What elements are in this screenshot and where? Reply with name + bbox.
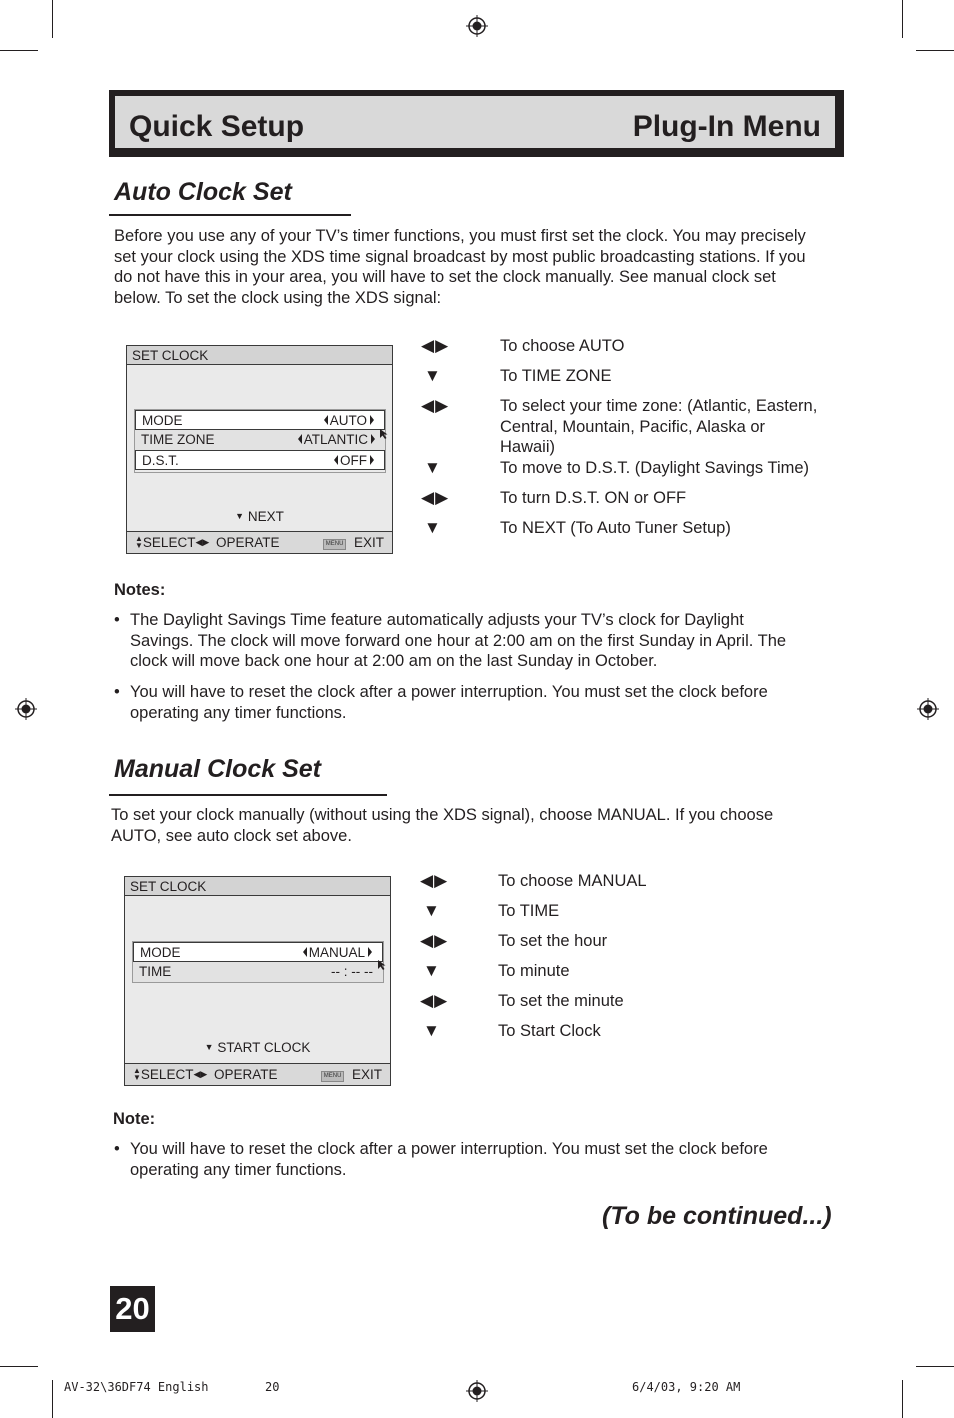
crop-mark bbox=[916, 1366, 954, 1367]
header-right-title: Plug-In Menu bbox=[632, 110, 821, 143]
left-right-arrow-icon: ◀▶ bbox=[195, 537, 210, 547]
left-right-arrow-icon: ◀▶ bbox=[420, 871, 449, 890]
registration-mark-icon bbox=[917, 698, 939, 720]
osd-next[interactable]: ▼ NEXT bbox=[235, 509, 284, 524]
instruction-text: To NEXT (To Auto Tuner Setup) bbox=[500, 519, 731, 537]
up-down-arrow-icon: ▲ ▼ bbox=[133, 1066, 141, 1082]
intro-line: do not have this in your area, you will have to set the clock manually. See manual clock set bbox=[114, 268, 776, 286]
down-arrow-icon: ▼ bbox=[423, 1021, 441, 1040]
page-header bbox=[109, 90, 844, 157]
osd-exit-hint: MENU EXIT bbox=[323, 532, 384, 553]
instruction-text: To move to D.S.T. (Daylight Savings Time) bbox=[500, 459, 810, 477]
osd-row-label: D.S.T. bbox=[142, 453, 179, 468]
menu-button-icon: MENU bbox=[323, 539, 347, 550]
crop-mark bbox=[0, 1366, 38, 1367]
down-arrow-icon: ▼ bbox=[423, 961, 441, 980]
osd-row-mode[interactable] bbox=[133, 942, 383, 962]
osd-footer bbox=[127, 531, 392, 553]
down-arrow-icon: ▼ bbox=[204, 1042, 214, 1052]
note-item: • The Daylight Savings Time feature automatically adjusts your TV’s clock for Daylight Savings. The clock will move forward one hour at 2:00 am on the first Sunday in April. The clock will move back one hour at 2:00 am on the last Sunday in October. bbox=[114, 611, 787, 670]
left-right-arrow-icon: ◀▶ bbox=[421, 396, 450, 415]
set-clock-menu-manual bbox=[124, 876, 391, 1086]
pointer-cursor-icon bbox=[377, 959, 387, 971]
left-arrow-icon bbox=[334, 455, 338, 465]
bullet-icon: • bbox=[114, 611, 120, 629]
instruction-text: To set the hour bbox=[498, 932, 608, 950]
instruction-text: To select your time zone: (Atlantic, Eastern, Central, Mountain, Pacific, Alaska or Hawaii) bbox=[500, 397, 818, 456]
left-right-arrow-icon: ◀▶ bbox=[421, 336, 450, 355]
down-arrow-icon: ▼ bbox=[424, 366, 442, 385]
crop-mark bbox=[52, 1380, 53, 1418]
osd-row-label: TIME ZONE bbox=[141, 432, 215, 447]
bullet-icon: • bbox=[114, 1140, 120, 1158]
instruction-text: To TIME bbox=[498, 902, 560, 920]
osd-row-dst[interactable] bbox=[135, 450, 385, 470]
instruction-text: To turn D.S.T. ON or OFF bbox=[500, 489, 687, 507]
right-arrow-icon bbox=[370, 455, 374, 465]
intro-line: To set your clock manually (without using the XDS signal), choose MANUAL. If you choose bbox=[111, 806, 774, 824]
osd-row-value: AUTO bbox=[324, 411, 374, 431]
footer-timestamp: 6/4/03, 9:20 AM bbox=[632, 1380, 741, 1394]
left-arrow-icon bbox=[298, 434, 302, 444]
crop-mark bbox=[902, 0, 903, 38]
crop-mark bbox=[916, 50, 954, 51]
osd-row-label: MODE bbox=[142, 413, 183, 428]
osd-exit-hint: MENU EXIT bbox=[321, 1064, 382, 1085]
osd-row-mode[interactable] bbox=[135, 410, 385, 430]
osd-operate-hint: OPERATE bbox=[214, 1067, 278, 1082]
osd-row-value: OFF bbox=[334, 451, 374, 471]
note-title: Note: bbox=[113, 1110, 156, 1128]
down-arrow-icon: ▼ bbox=[423, 901, 441, 920]
crop-mark bbox=[902, 1380, 903, 1418]
pointer-cursor-icon bbox=[379, 428, 389, 440]
left-right-arrow-icon: ◀▶ bbox=[193, 1069, 208, 1079]
instruction-text: To set the minute bbox=[498, 992, 624, 1010]
left-right-arrow-icon: ◀▶ bbox=[420, 931, 449, 950]
osd-title: SET CLOCK bbox=[127, 346, 392, 365]
crop-mark bbox=[52, 0, 53, 38]
page-number: 20 bbox=[110, 1286, 155, 1332]
menu-button-icon: MENU bbox=[321, 1071, 345, 1082]
footer-page: 20 bbox=[265, 1380, 280, 1394]
instruction-text: To choose AUTO bbox=[500, 337, 625, 355]
intro-line: below. To set the clock using the XDS signal: bbox=[114, 288, 442, 307]
osd-title: SET CLOCK bbox=[125, 877, 390, 896]
header-left-title: Quick Setup bbox=[129, 110, 305, 143]
osd-select-hint: ▲ ▼SELECT◀▶ bbox=[135, 534, 210, 550]
registration-mark-icon bbox=[466, 1380, 488, 1402]
osd-rows bbox=[134, 409, 386, 473]
osd-start-clock[interactable]: ▼ START CLOCK bbox=[204, 1040, 311, 1055]
instruction-text: To minute bbox=[498, 962, 570, 980]
osd-row-value: MANUAL bbox=[303, 943, 372, 963]
right-arrow-icon bbox=[368, 947, 372, 957]
note-item: • You will have to reset the clock after a power interruption. You must set the clock before operating any timer functions. bbox=[114, 683, 768, 722]
osd-select-hint: ▲ ▼SELECT◀▶ bbox=[133, 1066, 208, 1082]
instruction-text: To TIME ZONE bbox=[500, 367, 612, 385]
osd-row-value: -- : -- -- bbox=[331, 964, 373, 979]
registration-mark-icon bbox=[466, 15, 488, 37]
osd-row-label: MODE bbox=[140, 945, 181, 960]
osd-row-time-zone[interactable] bbox=[135, 430, 385, 450]
left-right-arrow-icon: ◀▶ bbox=[421, 488, 450, 507]
manual-clock-set-title: Manual Clock Set bbox=[114, 755, 321, 783]
instruction-text: To choose MANUAL bbox=[498, 872, 647, 890]
intro-line: Before you use any of your TV’s timer functions, you must first set the clock. You may precisely bbox=[114, 227, 806, 245]
down-arrow-icon: ▼ bbox=[235, 511, 245, 521]
osd-row-time[interactable] bbox=[133, 962, 383, 982]
to-be-continued: (To be continued...) bbox=[602, 1202, 832, 1230]
manual-intro-paragraph bbox=[111, 805, 851, 846]
right-arrow-icon bbox=[370, 415, 374, 425]
up-down-arrow-icon: ▲ ▼ bbox=[135, 534, 143, 550]
left-arrow-icon bbox=[303, 947, 307, 957]
intro-line: set your clock using the XDS time signal broadcast by most public broadcasting stations. If you bbox=[114, 247, 806, 266]
notes-title: Notes: bbox=[114, 581, 166, 599]
registration-mark-icon bbox=[15, 698, 37, 720]
auto-clock-set-title: Auto Clock Set bbox=[114, 178, 292, 206]
instruction-text: To Start Clock bbox=[498, 1022, 601, 1040]
bullet-icon: • bbox=[114, 683, 120, 701]
osd-rows bbox=[132, 941, 384, 983]
down-arrow-icon: ▼ bbox=[424, 458, 442, 477]
osd-row-value: ATLANTIC bbox=[298, 430, 375, 450]
left-arrow-icon bbox=[324, 415, 328, 425]
osd-operate-hint: OPERATE bbox=[216, 535, 280, 550]
osd-footer bbox=[125, 1063, 390, 1085]
right-arrow-icon bbox=[371, 434, 375, 444]
note-item: • You will have to reset the clock after a power interruption. You must set the clock before operating any timer functions. bbox=[114, 1140, 768, 1179]
left-right-arrow-icon: ◀▶ bbox=[420, 991, 449, 1010]
down-arrow-icon: ▼ bbox=[424, 518, 442, 537]
osd-row-label: TIME bbox=[139, 964, 172, 979]
set-clock-menu-auto bbox=[126, 345, 393, 554]
intro-line: AUTO, see auto clock set above. bbox=[111, 826, 352, 845]
auto-intro-paragraph bbox=[114, 226, 854, 308]
footer-file-name: AV-32\36DF74 English bbox=[64, 1380, 209, 1394]
section-title-rule bbox=[109, 794, 387, 796]
crop-mark bbox=[0, 50, 38, 51]
section-title-rule bbox=[109, 214, 351, 216]
